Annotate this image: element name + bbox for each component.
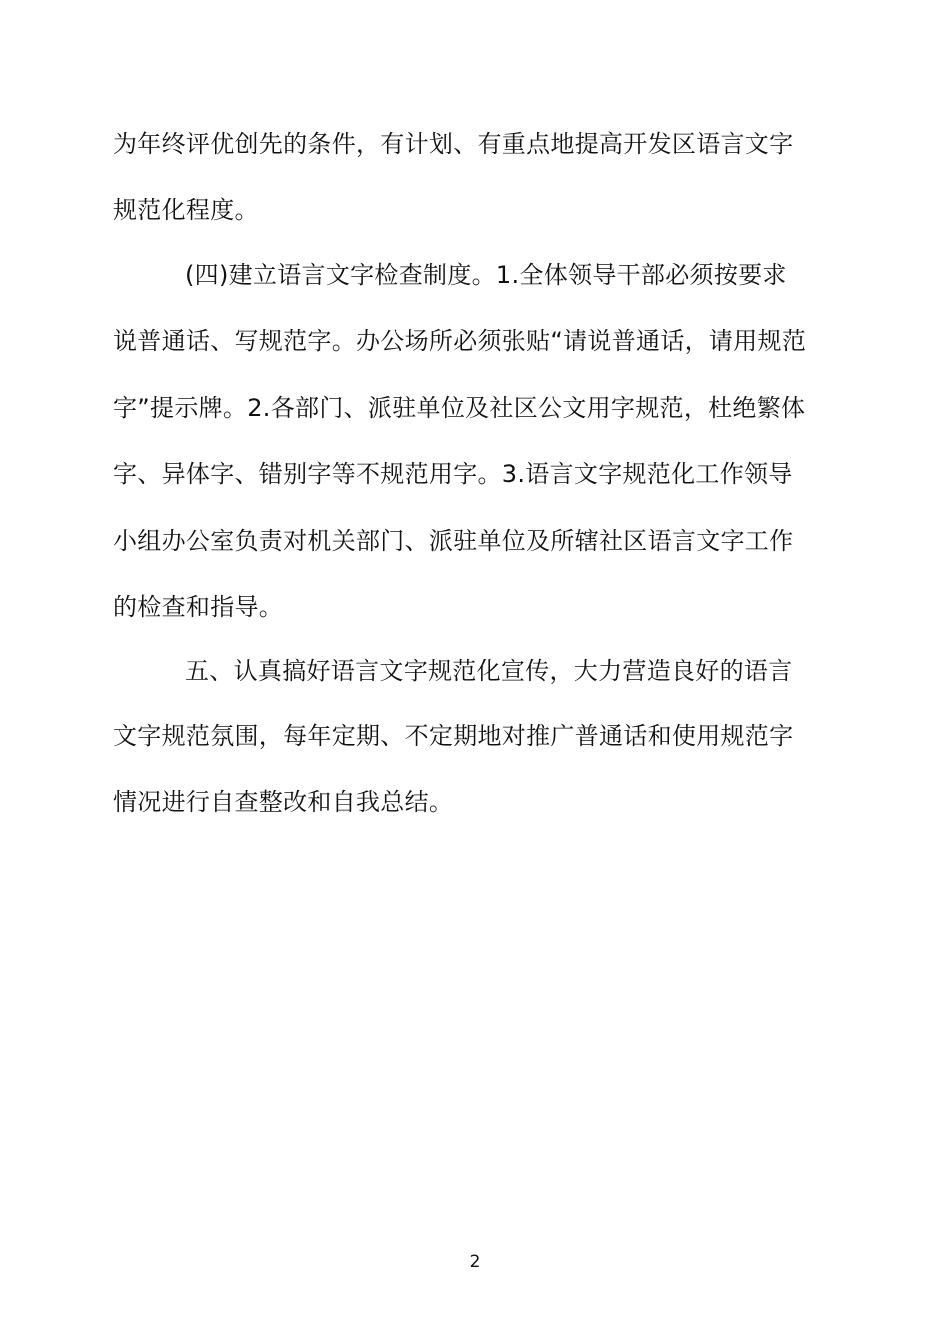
paragraph-line-5: 字”提示牌。2.各部门、派驻单位及社区公文用字规范，杜绝繁体 xyxy=(113,394,806,422)
paragraph-line-11: 情况进行自查整改和自我总结。 xyxy=(113,788,454,816)
paragraph-line-4: 说普通话、写规范字。办公场所必须张贴“请说普通话，请用规范 xyxy=(113,327,807,355)
paragraph-line-10: 文字规范氛围，每年定期、不定期地对推广普通话和使用规范字 xyxy=(113,722,794,750)
paragraph-line-3: (四)建立语言文字检查制度。1.全体领导干部必须按要求 xyxy=(185,261,787,289)
paragraph-line-2: 规范化程度。 xyxy=(113,196,259,224)
paragraph-line-7: 小组办公室负责对机关部门、派驻单位及所辖社区语言文字工作 xyxy=(113,527,794,555)
paragraph-line-1: 为年终评优创先的条件，有计划、有重点地提高开发区语言文字 xyxy=(113,130,794,158)
paragraph-line-9: 五、认真搞好语言文字规范化宣传，大力营造良好的语言 xyxy=(185,657,793,685)
paragraph-line-8: 的检查和指导。 xyxy=(113,593,284,621)
paragraph-line-6: 字、异体字、错别字等不规范用字。3.语言文字规范化工作领导 xyxy=(113,460,793,488)
page-number: 2 xyxy=(469,1252,481,1272)
